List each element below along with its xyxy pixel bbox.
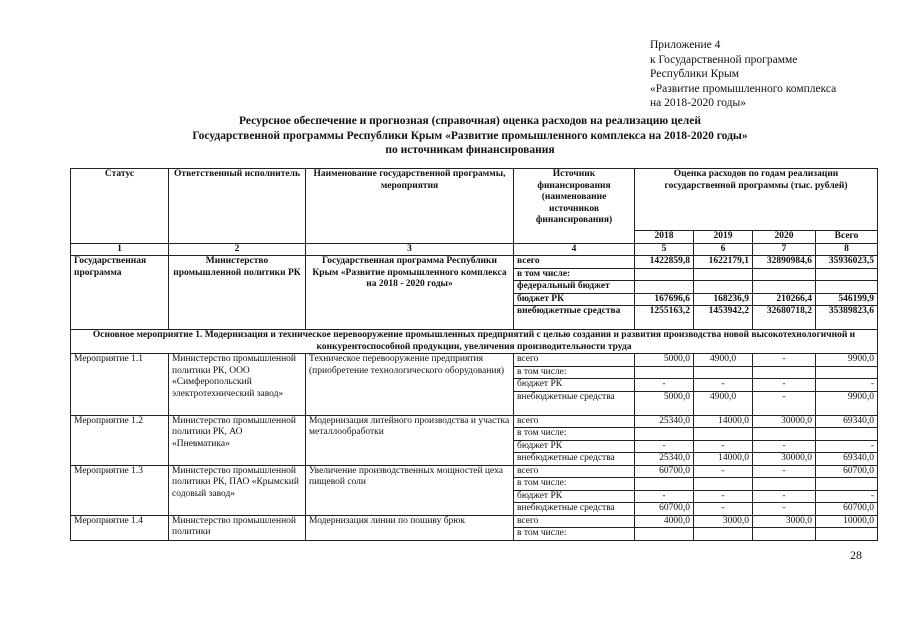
value-cell: -: [635, 490, 694, 503]
program-status: Государственная программа: [71, 256, 169, 330]
header-year: 2019: [694, 231, 753, 244]
value-cell: [635, 428, 694, 441]
col-num: 5: [635, 243, 694, 256]
col-num: 7: [753, 243, 816, 256]
value-cell: -: [635, 440, 694, 453]
column-number-row: [71, 243, 878, 256]
value-cell: -: [694, 465, 753, 478]
value-cell: 35389823,6: [816, 306, 878, 330]
value-cell: -: [753, 465, 816, 478]
value-cell: 1453942,2: [694, 306, 753, 330]
value-cell: 14000,0: [694, 415, 753, 428]
measure-executor: Министерство промышленной политики РК, ООО «Симферопольский электротехнический завод»: [169, 354, 306, 416]
value-cell: [816, 528, 878, 541]
appendix-line: «Развитие промышленного комплекса: [650, 82, 837, 95]
value-cell: 4900,0: [694, 391, 753, 415]
value-cell: -: [753, 379, 816, 392]
value-cell: [635, 366, 694, 379]
measure-name: Техническое перевооружение предприятия (приобретение технологического оборудования): [306, 354, 514, 416]
value-cell: -: [753, 391, 816, 415]
value-cell: [694, 268, 753, 281]
source-all: всего: [514, 256, 635, 269]
source-rk: бюджет РК: [514, 379, 635, 392]
title-line: Государственной программы Республики Крым «Развитие промышленного комплекса на 2018-2020 годы»: [192, 129, 748, 142]
measure-executor: Министерство промышленной политики РК, ПАО «Крымский содовый завод»: [169, 465, 306, 515]
value-cell: -: [816, 490, 878, 503]
value-cell: -: [635, 379, 694, 392]
value-cell: [816, 281, 878, 294]
value-cell: 210266,4: [753, 293, 816, 306]
value-cell: -: [753, 503, 816, 516]
program-executor: Министерство промышленной политики РК: [169, 256, 306, 330]
measure-name: Увеличение производственных мощностей цеха пищевой соли: [306, 465, 514, 515]
measure-status: Мероприятие 1.1: [71, 354, 169, 416]
value-cell: 3000,0: [753, 515, 816, 528]
source-all: всего: [514, 415, 635, 428]
table-row: [71, 415, 878, 428]
program-name: Государственная программа Республики Крым «Развитие промышленного комплекса на 2018 - 2020 годы»: [306, 256, 514, 330]
value-cell: 32680718,2: [753, 306, 816, 330]
source-incl: в том числе:: [514, 478, 635, 491]
header-source: Источник финансирования (наименование источников финансирования): [514, 169, 635, 244]
value-cell: 60700,0: [635, 503, 694, 516]
value-cell: -: [694, 490, 753, 503]
value-cell: [753, 428, 816, 441]
appendix-line: Приложение 4: [650, 39, 721, 51]
value-cell: 10000,0: [816, 515, 878, 528]
value-cell: 5000,0: [635, 354, 694, 367]
col-num: 1: [71, 243, 169, 256]
value-cell: [635, 268, 694, 281]
value-cell: 167696,6: [635, 293, 694, 306]
value-cell: -: [816, 440, 878, 453]
source-all: всего: [514, 515, 635, 528]
value-cell: -: [694, 440, 753, 453]
measure-name: Модернизация литейного производства и участка металлообработки: [306, 415, 514, 465]
value-cell: 60700,0: [816, 503, 878, 516]
table-row: [71, 256, 878, 269]
source-extra: внебюджетные средства: [514, 453, 635, 466]
value-cell: 69340,0: [816, 415, 878, 428]
value-cell: [694, 428, 753, 441]
header-total: Всего: [816, 231, 878, 244]
resource-table: [70, 168, 878, 541]
page-number: 28: [850, 548, 862, 562]
source-incl: в том числе:: [514, 366, 635, 379]
value-cell: 32890984,6: [753, 256, 816, 269]
table-row: [71, 465, 878, 478]
value-cell: 60700,0: [816, 465, 878, 478]
value-cell: [635, 281, 694, 294]
value-cell: [694, 528, 753, 541]
value-cell: [816, 478, 878, 491]
appendix-line: к Государственной программе: [650, 53, 798, 66]
value-cell: 60700,0: [635, 465, 694, 478]
source-incl: в том числе:: [514, 268, 635, 281]
col-num: 6: [694, 243, 753, 256]
source-all: всего: [514, 465, 635, 478]
value-cell: [753, 268, 816, 281]
value-cell: 4000,0: [635, 515, 694, 528]
source-federal: федеральный бюджет: [514, 281, 635, 294]
value-cell: 30000,0: [753, 415, 816, 428]
source-incl: в том числе:: [514, 428, 635, 441]
value-cell: 14000,0: [694, 453, 753, 466]
header-estimate: Оценка расходов по годам реализации государственной программы (тыс. рублей): [635, 169, 878, 231]
value-cell: [753, 281, 816, 294]
value-cell: 4900,0: [694, 354, 753, 367]
appendix-line: на 2018-2020 годы»: [650, 97, 747, 109]
value-cell: [816, 428, 878, 441]
source-rk: бюджет РК: [514, 293, 635, 306]
section-title: Основное мероприятие 1. Модернизация и техническое перевооружение промышленных предприятий с целью создания и развития производства новой высокотехнологичной и конкурентоспособной продукции, увеличения производительности труда: [71, 330, 878, 354]
value-cell: [816, 268, 878, 281]
value-cell: 1622179,1: [694, 256, 753, 269]
col-num: 8: [816, 243, 878, 256]
value-cell: -: [694, 379, 753, 392]
value-cell: -: [753, 440, 816, 453]
value-cell: 25340,0: [635, 415, 694, 428]
table-row: [71, 354, 878, 367]
value-cell: [694, 366, 753, 379]
header-row: [71, 169, 878, 231]
source-incl: в том числе:: [514, 528, 635, 541]
value-cell: 9900,0: [816, 354, 878, 367]
value-cell: [753, 478, 816, 491]
header-executor: Ответственный исполнитель: [169, 169, 306, 244]
section-row: [71, 330, 878, 354]
value-cell: [753, 366, 816, 379]
value-cell: 69340,0: [816, 453, 878, 466]
value-cell: [753, 528, 816, 541]
value-cell: -: [753, 490, 816, 503]
value-cell: -: [816, 379, 878, 392]
value-cell: 5000,0: [635, 391, 694, 415]
measure-executor: Министерство промышленной политики РК, АО «Пневматика»: [169, 415, 306, 465]
measure-status: Мероприятие 1.3: [71, 465, 169, 515]
header-program-name: Наименование государственной программы, мероприятия: [306, 169, 514, 244]
appendix-line: Республики Крым: [650, 68, 739, 80]
value-cell: [816, 366, 878, 379]
value-cell: -: [694, 503, 753, 516]
measure-name: Модернизация линии по пошиву брюк: [306, 515, 514, 540]
value-cell: 1255163,2: [635, 306, 694, 330]
value-cell: 9900,0: [816, 391, 878, 415]
value-cell: 168236,9: [694, 293, 753, 306]
value-cell: [694, 281, 753, 294]
source-extra: внебюджетные средства: [514, 306, 635, 330]
measure-status: Мероприятие 1.4: [71, 515, 169, 540]
source-rk: бюджет РК: [514, 440, 635, 453]
value-cell: [694, 478, 753, 491]
header-status: Статус: [71, 169, 169, 244]
document-title: [70, 114, 870, 158]
title-line: по источникам финансирования: [385, 144, 555, 156]
value-cell: 25340,0: [635, 453, 694, 466]
measure-status: Мероприятие 1.2: [71, 415, 169, 465]
table-row: [71, 515, 878, 528]
value-cell: 546199,9: [816, 293, 878, 306]
col-num: 3: [306, 243, 514, 256]
value-cell: 1422859,8: [635, 256, 694, 269]
value-cell: [635, 478, 694, 491]
value-cell: [635, 528, 694, 541]
value-cell: 35936023,5: [816, 256, 878, 269]
appendix-note: [650, 38, 890, 111]
source-all: всего: [514, 354, 635, 367]
col-num: 2: [169, 243, 306, 256]
value-cell: 3000,0: [694, 515, 753, 528]
value-cell: 30000,0: [753, 453, 816, 466]
source-extra: внебюджетные средства: [514, 503, 635, 516]
header-year: 2018: [635, 231, 694, 244]
title-line: Ресурсное обеспечение и прогнозная (справочная) оценка расходов на реализацию целей: [239, 115, 701, 127]
measure-executor: Министерство промышленной политики: [169, 515, 306, 540]
source-extra: внебюджетные средства: [514, 391, 635, 415]
source-rk: бюджет РК: [514, 490, 635, 503]
value-cell: -: [753, 354, 816, 367]
header-year: 2020: [753, 231, 816, 244]
col-num: 4: [514, 243, 635, 256]
